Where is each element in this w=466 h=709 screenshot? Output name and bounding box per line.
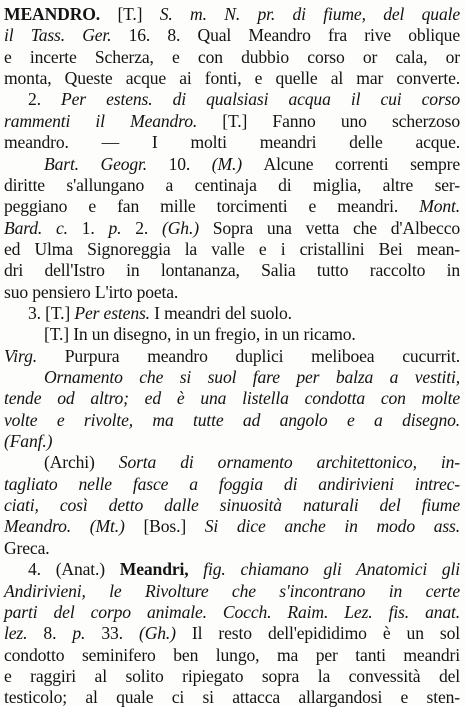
text-run: 2.: [135, 217, 163, 238]
text-run: monta, Queste acque ai fonti, e quelle al mar converte.: [4, 68, 460, 89]
italic-text: (M.): [211, 153, 264, 174]
text-run: testicolo; al quale ci si attacca allargandosi e sten-: [4, 687, 460, 708]
headword: Meandri,: [119, 559, 204, 580]
italic-text: Sorta di ornamento architettonico, in-: [118, 452, 460, 473]
text-run: I meandri del suolo.: [154, 302, 292, 323]
italic-text: tagliato nelle fasce a foggia di andirivieni intrec-: [4, 473, 460, 494]
italic-text: rammenti il Meandro.: [4, 110, 223, 131]
text-line: [28, 301, 460, 325]
italic-text: Mont.: [419, 196, 460, 217]
text-run: ed Ulma Signoreggia la valle e i cristallini Bei mean-: [4, 238, 460, 259]
italic-text: Bart. Geogr.: [44, 153, 169, 174]
text-run: 4. (Anat.): [28, 559, 120, 580]
text-line: [4, 600, 460, 624]
text-run: 8.: [43, 623, 73, 644]
text-run: [T.] In un disegno, in un fregio, in un ricamo.: [44, 324, 356, 345]
text-run: diritte s'allungano a centinaja di miglia, altre ser-: [4, 174, 460, 195]
italic-text: Bard. c.: [4, 217, 82, 238]
text-run: meandro. — I molti meandri delle acque.: [4, 132, 460, 153]
text-line: [4, 514, 460, 538]
text-line: [4, 429, 460, 453]
text-run: 3. [T.]: [28, 302, 75, 323]
italic-text: Andirivieni, le Rivolture che s'incontrano in certe: [4, 580, 460, 601]
text-run: 1.: [81, 217, 109, 238]
text-line: [28, 557, 460, 581]
text-line: [28, 87, 460, 111]
italic-text: S. m. N. pr. di fiume, del quale: [159, 4, 460, 24]
text-line: [4, 216, 460, 240]
italic-text: ciati, così detto dalle sinuosità naturali del fiume: [4, 495, 460, 516]
italic-text: p.: [108, 217, 136, 238]
text-run: Alcune correnti sempre: [263, 153, 461, 174]
text-run: 16. 8. Qual Meandro fra rive oblique: [128, 25, 460, 46]
text-line: [4, 643, 460, 667]
text-line: [4, 472, 460, 496]
text-run: Purpura meandro duplici meliboea cucurrit.: [64, 345, 461, 366]
text-run: e raggiri al solito ripiegato sopra la convessità del: [4, 665, 460, 686]
text-run: [Bos.]: [143, 516, 205, 537]
text-run: 2.: [28, 89, 62, 110]
text-run: Greca.: [4, 537, 50, 558]
text-line: [4, 173, 460, 197]
text-run: condotto seminifero ben lungo, ma per tanti meandri: [4, 644, 460, 665]
text-run: dri dell'Istro in lontananza, Salia tutto raccolto in: [4, 260, 460, 281]
italic-text: lez.: [4, 623, 44, 644]
italic-text: Virg.: [4, 345, 65, 366]
text-line: [4, 386, 460, 410]
text-run: peggiano e fan mille torcimenti e meandri.: [4, 196, 420, 217]
text-line: [4, 344, 460, 368]
headword: MEANDRO.: [4, 4, 118, 24]
text-line: [4, 2, 460, 26]
text-run: e incerte Scherza, e con dubbio corso or cala, or: [4, 46, 460, 67]
italic-text: tende od altro; ed è una listella condotta con molte: [4, 388, 460, 409]
text-run: suo pensiero L'irto poeta.: [4, 281, 179, 302]
text-run: Sopra una vetta che d'Albecco: [212, 217, 460, 238]
italic-text: Per estens. di qualsiasi acqua il cui corso: [61, 89, 460, 110]
italic-text: Meandro. (Mt.): [4, 516, 144, 537]
text-run: 33.: [101, 623, 139, 644]
italic-text: p.: [72, 623, 102, 644]
italic-text: Si dice anche in modo ass.: [204, 516, 461, 537]
text-run: [T.] Fanno uno scherzoso: [222, 110, 460, 131]
italic-text: Ornamento che si suol fare per balza a vestiti,: [44, 367, 460, 387]
italic-text: (Gh.): [162, 217, 213, 238]
text-line: [4, 45, 460, 69]
text-run: 10.: [168, 153, 212, 174]
italic-text: volte e rivolte, ma tutte ad angolo e a disegno.: [4, 409, 460, 430]
italic-text: il Tass. Ger.: [4, 25, 129, 46]
italic-text: parti del corpo animale. Cocch. Raim. Lez. fis. anat.: [4, 601, 460, 622]
text-run: (Archi): [44, 452, 119, 473]
text-line: [4, 130, 460, 154]
italic-text: (Fanf.): [4, 431, 53, 451]
italic-text: Per estens.: [74, 302, 155, 323]
text-line: [4, 258, 460, 282]
text-run: [T.]: [117, 4, 160, 24]
italic-text: fig. chiamano gli Anatomici gli: [203, 559, 460, 580]
italic-text: (Gh.): [138, 623, 192, 644]
text-line: [4, 685, 460, 709]
text-run: Il resto dell'epididimo è un sol: [191, 623, 460, 644]
